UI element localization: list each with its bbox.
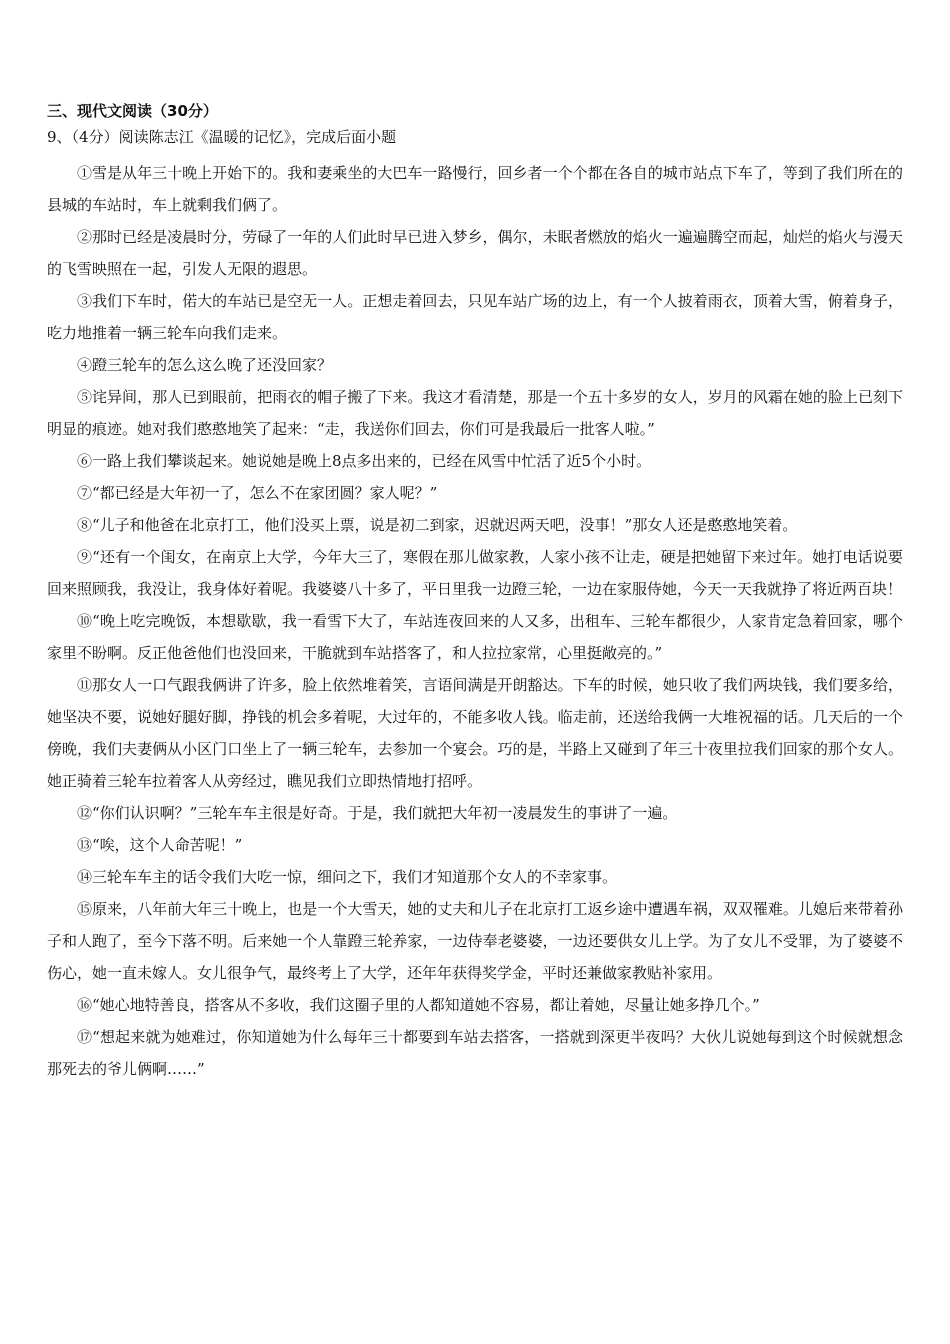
paragraph-9: ⑨“还有一个闺女，在南京上大学，今年大三了，寒假在那儿做家教，人家小孩不让走，硬是把她留下来过年。她打电话说要回来照顾我，我没让，我身体好着呢。我婆婆八十多了，平日里我一边蹬三轮，一边在家服侍她，今天一天我就挣了将近两百块！: [47, 548, 903, 598]
reading-passage: [47, 157, 903, 1085]
paragraph-2: ②那时已经是凌晨时分，劳碌了一年的人们此时早已进入梦乡，偶尔，未眠者燃放的焰火一遍遍腾空而起，灿烂的焰火与漫天的飞雪映照在一起，引发人无限的遐思。: [47, 228, 903, 278]
paragraph-1: ①雪是从年三十晚上开始下的。我和妻乘坐的大巴车一路慢行，回乡者一个个都在各自的城市站点下车了，等到了我们所在的县城的车站时，车上就剩我们俩了。: [47, 164, 903, 214]
paragraph-11: ⑪那女人一口气跟我俩讲了许多，脸上依然堆着笑，言语间满是开朗豁达。下车的时候，她只收了我们两块钱，我们要多给，她坚决不要，说她好腿好脚，挣钱的机会多着呢，大过年的，不能多收人钱。临走前，还送给我俩一大堆祝福的话。几天后的一个傍晚，我们夫妻俩从小区门口坐上了一辆三轮车，去参加一个宴会。巧的是，半路上又碰到了年三十夜里拉我们回家的那个女人。她正骑着三轮车拉着客人从旁经过，瞧见我们立即热情地打招呼。: [47, 676, 903, 790]
paragraph-17: ⑰“想起来就为她难过，你知道她为什么每年三十都要到车站去搭客，一搭就到深更半夜吗？大伙儿说她每到这个时候就想念那死去的爷儿俩啊……”: [47, 1028, 903, 1078]
paragraph-16: ⑯“她心地特善良，搭客从不多收，我们这圈子里的人都知道她不容易，都让着她，尽量让她多挣几个。”: [77, 996, 760, 1014]
paragraph-13: ⑬“唉，这个人命苦呢！”: [77, 836, 243, 854]
paragraph-5: ⑤诧异间，那人已到眼前，把雨衣的帽子搬了下来。我这才看清楚，那是一个五十多岁的女人，岁月的风霜在她的脸上已刻下明显的痕迹。她对我们憨憨地笑了起来：“走，我送你们回去，你们可是我最后一批客人啦。”: [47, 388, 903, 438]
paragraph-7: ⑦“都已经是大年初一了，怎么不在家团圆？家人呢？”: [77, 484, 438, 502]
paragraph-3: ③我们下车时，偌大的车站已是空无一人。正想走着回去，只见车站广场的边上，有一个人披着雨衣，顶着大雪，俯着身子，吃力地推着一辆三轮车向我们走来。: [47, 292, 903, 342]
paragraph-15: ⑮原来，八年前大年三十晚上，也是一个大雪天，她的丈夫和儿子在北京打工返乡途中遭遇车祸，双双罹难。儿媳后来带着孙子和人跑了，至今下落不明。后来她一个人靠蹬三轮养家，一边侍奉老婆婆，一边还要供女儿上学。为了女儿不受罪，为了婆婆不伤心，她一直未嫁人。女儿很争气，最终考上了大学，还年年获得奖学金，平时还兼做家教贴补家用。: [47, 900, 903, 982]
paragraph-6: ⑥一路上我们攀谈起来。她说她是晚上8点多出来的，已经在风雪中忙活了近5个小时。: [77, 452, 652, 470]
paragraph-8: ⑧“儿子和他爸在北京打工，他们没买上票，说是初二到家，迟就迟两天吧，没事！”那女人还是憨憨地笑着。: [77, 516, 798, 534]
paragraph-12: ⑫“你们认识啊？”三轮车车主很是好奇。于是，我们就把大年初一凌晨发生的事讲了一遍。: [77, 804, 678, 822]
paragraph-4: ④蹬三轮车的怎么这么晚了还没回家？: [77, 356, 333, 374]
paragraph-14: ⑭三轮车车主的话令我们大吃一惊，细问之下，我们才知道那个女人的不幸家事。: [77, 868, 618, 886]
section-heading: 三、现代文阅读（30分）: [47, 102, 218, 120]
paragraph-10: ⑩“晚上吃完晚饭，本想歇歇，我一看雪下大了，车站连夜回来的人又多，出租车、三轮车都很少，人家肯定急着回家，哪个家里不盼啊。反正他爸他们也没回来，干脆就到车站搭客了，和人拉拉家常，心里挺敞亮的。”: [47, 612, 903, 662]
question-prompt: 9、（4分）阅读陈志江《温暖的记忆》，完成后面小题: [47, 128, 397, 146]
